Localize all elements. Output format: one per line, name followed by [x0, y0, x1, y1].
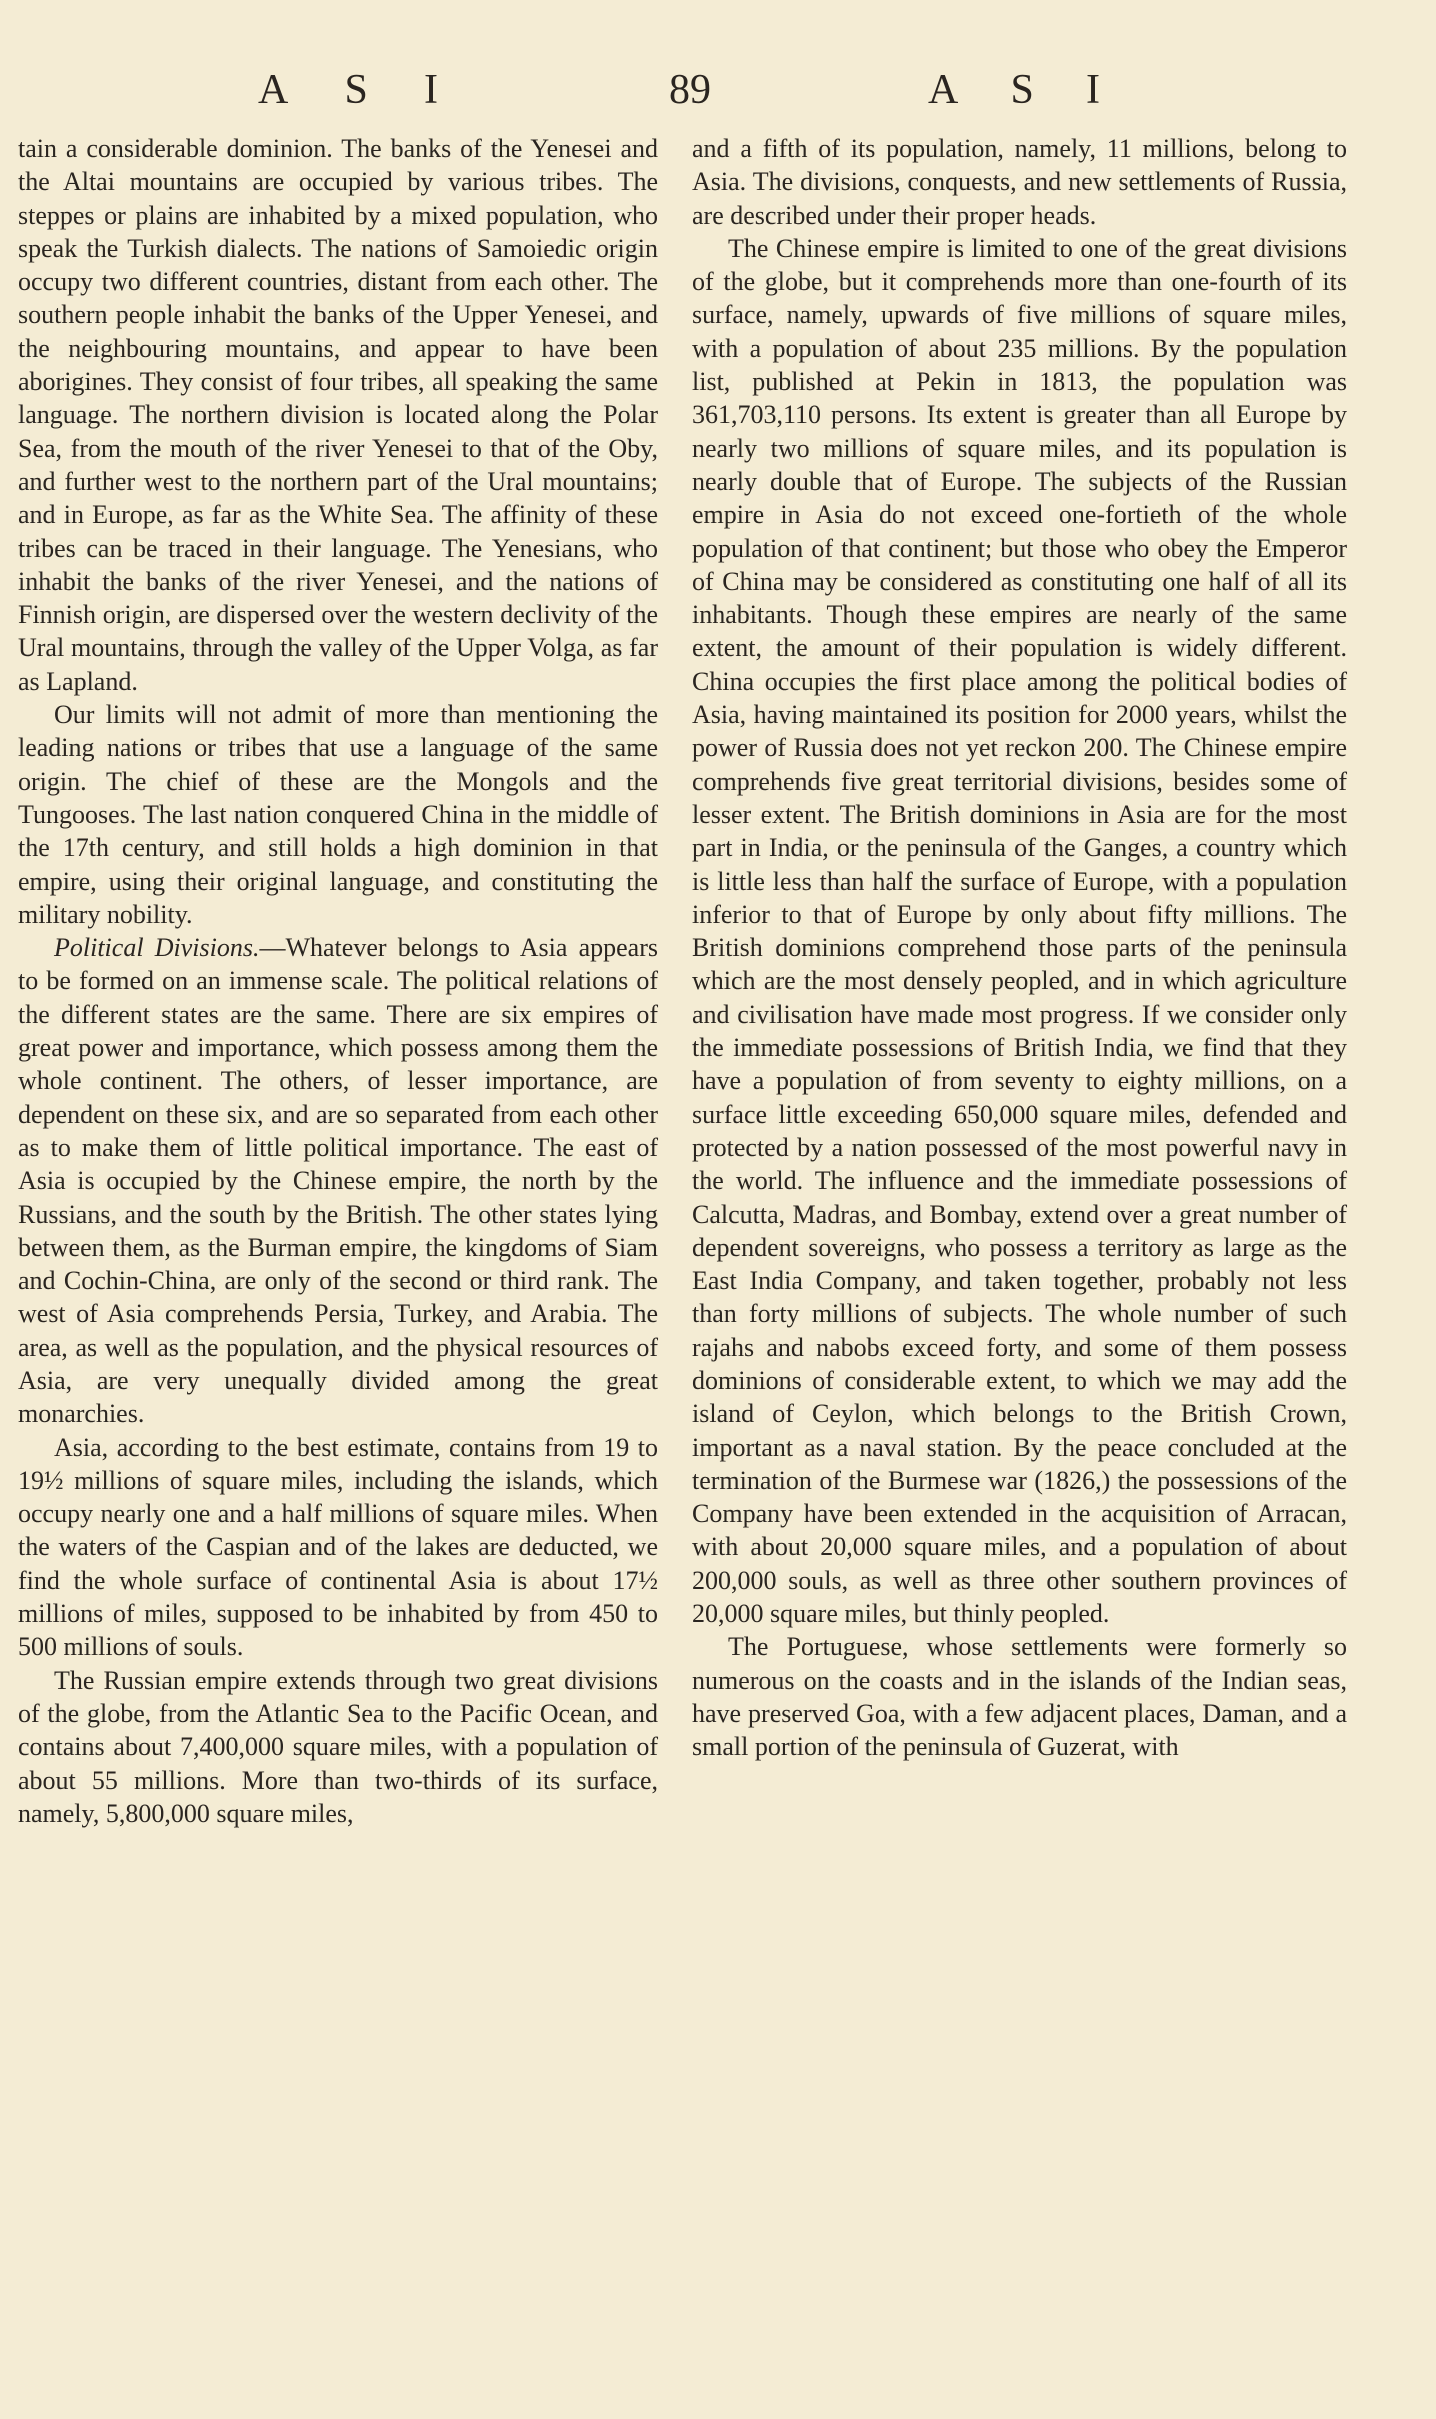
paragraph: The Portuguese, whose settlements were formerly so numerous on the coasts and in the islands of the Indian seas, have preserved Goa, with a few adjacent places, Daman, and a small portion of the peninsula of Guzerat, with — [692, 1632, 1347, 1762]
paragraph: tain a considerable dominion. The banks of the Yenesei and the Altai mountains are occupied by various tribes. The steppes or plains are inhabited by a mixed population, who speak the Turkish dialects. The nations of Samoiedic origin occupy two different countries, distant from each other. The southern people inhabit the banks of the Upper Yenesei, and the neighbouring mountains, and appear to have been aborigines. They consist of four tribes, all speaking the same language. The northern division is located along the Polar Sea, from the mouth of the river Yenesei to that of the Oby, and further west to the northern part of the Ural mountains; and in Europe, as far as the White Sea. The affinity of these tribes can be traced in their language. The Yenesians, who inhabit the banks of the river Yenesei, and the nations of Finnish origin, are dispersed over the western declivity of the Ural mountains, through the valley of the Upper Volga, as far as Lapland. — [18, 134, 658, 696]
running-head-left — [258, 66, 438, 114]
paragraph: The Russian empire extends through two great divisions of the globe, from the Atlantic Sea to the Pacific Ocean, and contains about 7,400,000 square miles, with a population of about 55 millions. More than two-thirds of its surface, namely, 5,800,000 square miles, — [18, 1665, 658, 1828]
paragraph-text: —Whatever belongs to Asia appears to be formed on an immense scale. The political relations of the different states are the same. There are six empires of great power and importance, which possess among them the whole continent. The others, of lesser importance, are dependent on these six, and are so separated from each other as to make them of little political importance. The east of Asia is occupied by the Chinese empire, the north by the Russians, and the south by the British. The other states lying between them, as the Burman empire, the kingdoms of Siam and Cochin-China, are only of the second or third rank. The west of Asia comprehends Persia, Turkey, and Arabia. The area, as well as the population, and the physical resources of Asia, are very unequally divided among the great monarchies. — [18, 933, 658, 1429]
header-letter: A — [928, 67, 959, 113]
header-letter: S — [344, 67, 368, 113]
running-head — [0, 66, 1436, 126]
page-number: 89 — [669, 67, 711, 113]
left-column — [18, 132, 658, 1830]
right-column — [692, 132, 1347, 1764]
header-letter: A — [258, 67, 289, 113]
header-letter: S — [1010, 67, 1034, 113]
header-letter: I — [423, 67, 438, 113]
paragraph-political-divisions — [18, 931, 658, 1430]
paragraph: The Chinese empire is limited to one of the great divisions of the globe, but it comprehends more than one-fourth of its surface, namely, upwards of five millions of square miles, with a population of about 235 millions. By the population list, published at Pekin in 1813, the population was 361,703,110 persons. Its extent is greater than all Europe by nearly two millions of square miles, and its population is nearly double that of Europe. The subjects of the Russian empire in Asia do not exceed one-fortieth of the whole population of that continent; but those who obey the Emperor of China may be considered as constituting one half of all its inhabitants. Though these empires are nearly of the same extent, the amount of their population is widely different. China occupies the first place among the political bodies of Asia, having maintained its position for 2000 years, whilst the power of Russia does not yet reckon 200. The Chinese empire comprehends five great territorial divisions, besides some of lesser extent. The British dominions in Asia are for the most part in India, or the peninsula of the Ganges, a country which is little less than half the surface of Europe, with a population inferior to that of Europe by only about fifty millions. The British dominions comprehend those parts of the peninsula which are the most densely peopled, and in which agriculture and civilisation have made most progress. If we consider only the immediate possessions of British India, we find that they have a population of from seventy to eighty millions, on a surface little exceeding 650,000 square miles, defended and protected by a nation possessed of the most powerful navy in the world. The influence and the immediate possessions of Calcutta, Madras, and Bombay, extend over a great number of dependent sovereigns, who possess a territory as large as the East India Company, and taken together, probably not less than forty millions of subjects. The whole number of such rajahs and nabobs exceed forty, and some of them possess dominions of considerable extent, to which we may add the island of Ceylon, which belongs to the British Crown, important as a naval station. By the peace concluded at the termination of the Burmese war (1826,) the possessions of the Company have been extended in the acquisition of Arracan, with about 20,000 square miles, and a population of about 200,000 souls, as well as three other southern provinces of 20,000 square miles, but thinly peopled. — [692, 233, 1347, 1629]
paragraph: Asia, according to the best estimate, contains from 19 to 19½ millions of square miles, including the islands, which occupy nearly one and a half millions of square miles. When the waters of the Caspian and of the lakes are deducted, we find the whole surface of continental Asia is about 17½ millions of miles, supposed to be inhabited by from 450 to 500 millions of souls. — [18, 1432, 658, 1662]
paragraph: and a fifth of its population, namely, 11 millions, belong to Asia. The divisions, conquests, and new settlements of Russia, are described under their proper heads. — [692, 134, 1347, 230]
section-heading: Political Divisions. — [54, 933, 260, 963]
header-letter: I — [1085, 67, 1100, 113]
paragraph: Our limits will not admit of more than mentioning the leading nations or tribes that use a language of the same origin. The chief of these are the Mongols and the Tungooses. The last nation conquered China in the middle of the 17th century, and still holds a high dominion in that empire, using their original language, and constituting the military nobility. — [18, 700, 658, 929]
running-head-right — [928, 66, 1100, 114]
